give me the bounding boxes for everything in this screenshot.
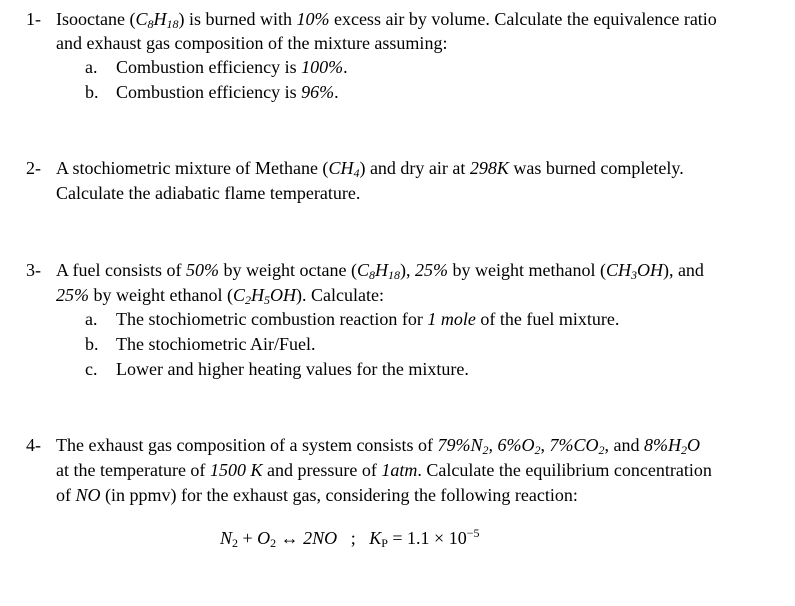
problem-4-number: 4-: [26, 435, 41, 455]
problem-1-line-2: and exhaust gas composition of the mixture assuming:: [56, 33, 448, 53]
problem-1-item-a-label: a.: [85, 57, 98, 77]
problem-1-line-1: Isooctane $(C_8H_{18})$ is burned with 10% excess air by volume. Calculate the equivalence ratio: [56, 9, 717, 31]
problem-1-item-b: Combustion efficiency is 96%.: [116, 82, 339, 102]
problem-4-line-2: at the temperature of 1500 K and pressure of 1atm. Calculate the equilibrium concentration: [56, 460, 712, 480]
problem-3-line-2: 25% by weight ethanol $(C_2H_5OH)$. Calculate:: [56, 285, 384, 307]
problem-4-line-3: of NO (in ppmv) for the exhaust gas, considering the following reaction:: [56, 485, 578, 505]
problem-3-item-c-label: c.: [85, 359, 98, 379]
problem-3-item-b-label: b.: [85, 334, 99, 354]
problem-1-item-b-label: b.: [85, 82, 99, 102]
problem-3-item-c: Lower and higher heating values for the mixture.: [116, 359, 469, 379]
problem-3-number: 3-: [26, 260, 41, 280]
problem-4-line-1: The exhaust gas composition of a system consists of $79\%N_2$, $6\%O_2$, $7\%CO_2$, and $8\%H_2O$: [56, 435, 700, 457]
problem-2-line-2: Calculate the adiabatic flame temperature.: [56, 183, 361, 203]
reaction-equation: $N_2 + O_2$ ↔ 2NO ; $K_P = 1.1 \times 10^{-5}$: [220, 526, 480, 550]
problem-3-item-a: The stochiometric combustion reaction for 1 mole of the fuel mixture.: [116, 309, 620, 329]
problem-2-line-1: A stochiometric mixture of Methane $(CH_4)$ and dry air at 298K was burned completely.: [56, 158, 684, 180]
problem-1-item-a: Combustion efficiency is 100%.: [116, 57, 348, 77]
problem-1-number: 1-: [26, 9, 41, 29]
problem-2-number: 2-: [26, 158, 41, 178]
problem-3-line-1: A fuel consists of 50% by weight octane $(C_8H_{18})$, 25% by weight methanol $(CH_3OH)$, and: [56, 260, 704, 282]
problem-3-item-b: The stochiometric Air/Fuel.: [116, 334, 316, 354]
problem-3-item-a-label: a.: [85, 309, 98, 329]
